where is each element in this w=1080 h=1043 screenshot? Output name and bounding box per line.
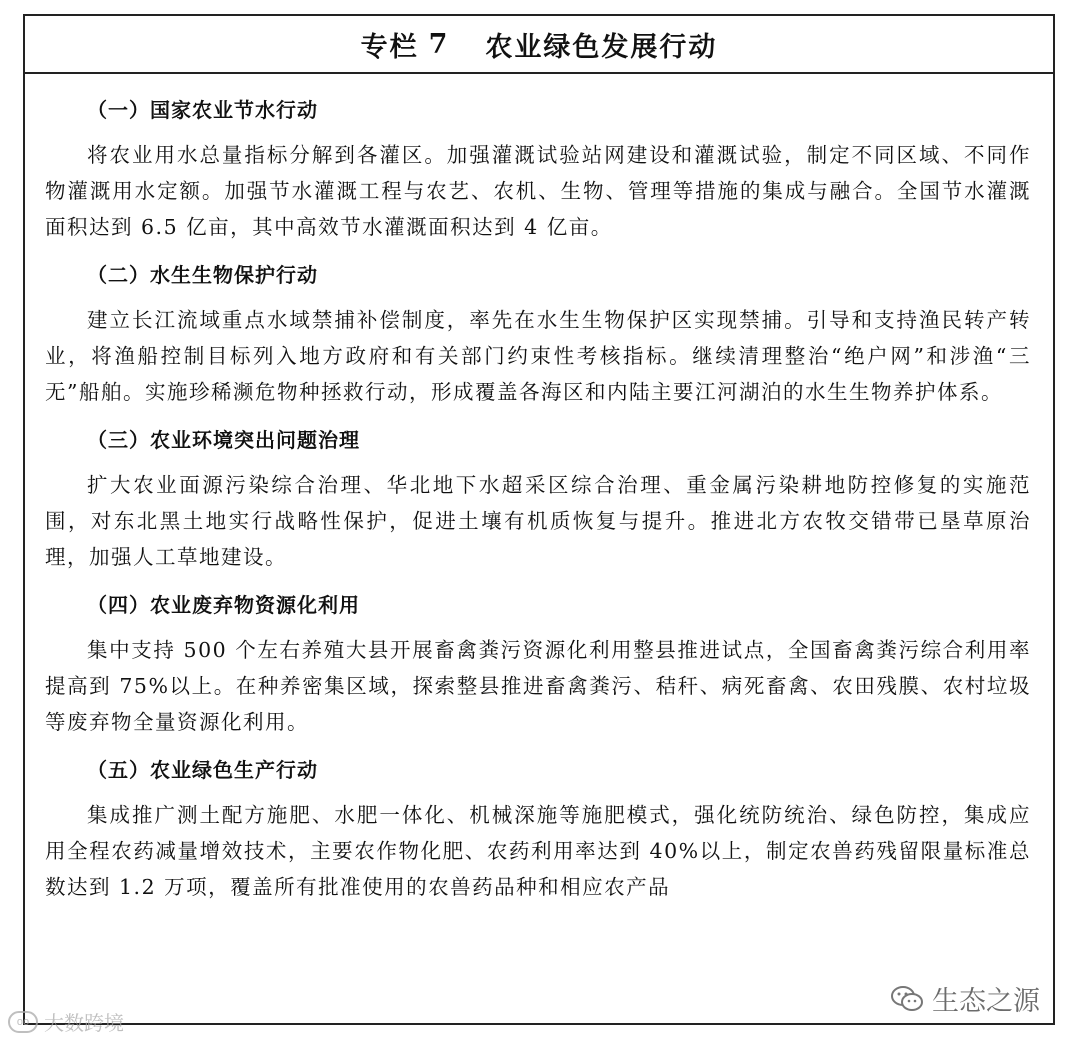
column-content [25,74,1053,905]
section-paragraph: 集成推广测土配方施肥、水肥一体化、机械深施等施肥模式，强化统防统治、绿色防控，集成应用全程农药减量增效技术，主要农作物化肥、农药利用率达到 40%以上，制定农兽药残留限量标准总数达到 1.2 万项，覆盖所有批准使用的农兽药品种和相应农产品 [45,803,1031,899]
section-heading: （三）农业环境突出问题治理 [87,428,360,452]
watermark-right [886,977,1044,1020]
watermark-right-text: 生态之源 [932,986,1040,1016]
column-label: 专栏 [360,31,419,63]
column-title [25,16,1053,74]
section-paragraph: 将农业用水总量指标分解到各灌区。加强灌溉试验站网建设和灌溉试验，制定不同区域、不同作物灌溉用水定额。加强节水灌溉工程与农艺、农机、生物、管理等措施的集成与融合。全国节水灌溉面积达到 6.5 亿亩，其中高效节水灌溉面积达到 4 亿亩。 [45,143,1031,239]
section-heading: （四）农业废弃物资源化利用 [87,593,360,617]
weibo-logo-icon: oo [8,1011,38,1033]
wechat-icon [890,985,924,1013]
section-paragraph: 集中支持 500 个左右养殖大县开展畜禽粪污资源化利用整县推进试点，全国畜禽粪污综合利用率提高到 75%以上。在种养密集区域，探索整县推进畜禽粪污、秸秆、病死畜禽、农田残膜、农村垃圾等废弃物全量资源化利用。 [45,638,1031,734]
section-paragraph: 扩大农业面源污染综合治理、华北地下水超采区综合治理、重金属污染耕地防控修复的实施范围，对东北黑土地实行战略性保护，促进土壤有机质恢复与提升。推进北方农牧交错带已垦草原治理，加强人工草地建设。 [45,473,1031,569]
section-paragraph: 建立长江流域重点水域禁捕补偿制度，率先在水生生物保护区实现禁捕。引导和支持渔民转产转业，将渔船控制目标列入地方政府和有关部门约束性考核指标。继续清理整治“绝户网”和涉渔“三无”船舶。实施珍稀濒危物种拯救行动，形成覆盖各海区和内陆主要江河湖泊的水生生物养护体系。 [45,308,1031,404]
watermark-left [8,1007,124,1036]
section-heading: （二）水生生物保护行动 [87,263,318,287]
column-box [23,14,1055,1025]
column-number: 7 [428,28,450,60]
section-heading: （五）农业绿色生产行动 [87,758,318,782]
watermark-left-text: 大数跨境 [44,1013,124,1035]
section-heading: （一）国家农业节水行动 [87,98,318,122]
column-title-text: 农业绿色发展行动 [485,31,718,63]
